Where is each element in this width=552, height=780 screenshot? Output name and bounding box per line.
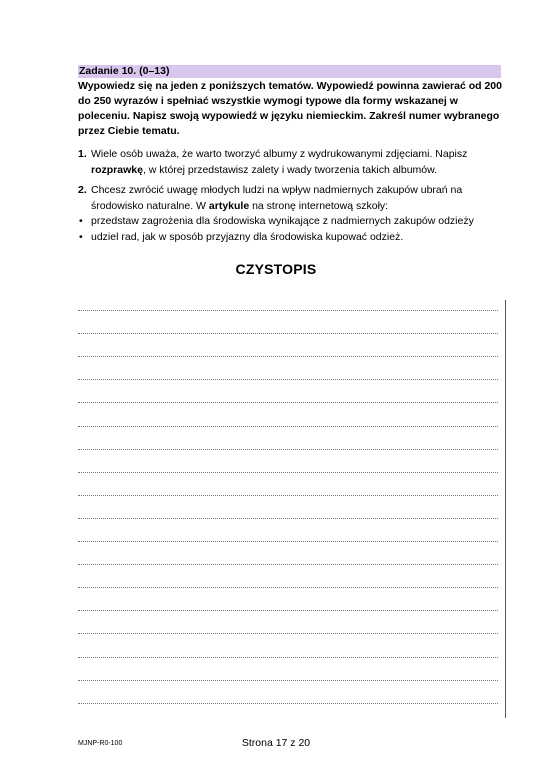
writing-line[interactable] <box>78 356 498 357</box>
writing-line[interactable] <box>78 541 498 542</box>
topic-2-number: 2. <box>78 184 87 196</box>
writing-line[interactable] <box>78 633 498 634</box>
task-instruction: Wypowiedz się na jeden z poniższych tematów. Wypowiedź powinna zawierać od 200 do 250 wyrazów i spełniać wszystkie wymogi typowe dla formy wskazanej w poleceniu. Napisz swoją wypowiedź w języku niemieckim. Zakreśl numer wybranego przez Ciebie tematu. <box>78 80 502 137</box>
topic-2-bullet-1: • przedstaw zagrożenia dla środowiska wynikające z nadmiernych zakupów odzieży <box>78 214 508 230</box>
topic-1 <box>78 147 508 178</box>
writing-line[interactable] <box>78 472 498 473</box>
writing-line[interactable] <box>78 402 498 403</box>
topic-1-form: rozprawkę <box>91 163 143 176</box>
topic-1-line1: Wiele osób uważa, że warto tworzyć albumy z wydrukowanymi zdjęciami. Napisz <box>91 148 468 160</box>
exam-code: MJNP-R0-100 <box>78 740 123 747</box>
topic-2-form: artykule <box>208 199 250 212</box>
topic-2-bullet-2: • udziel rad, jak w sposób przyjazny dla środowiska kupować odzież. <box>78 230 508 246</box>
writing-line[interactable] <box>78 426 498 427</box>
writing-line[interactable] <box>78 333 498 334</box>
writing-line[interactable] <box>78 495 498 496</box>
topic-2-bullets <box>78 214 508 245</box>
section-title: CZYSTOPIS <box>235 261 317 277</box>
writing-line[interactable] <box>78 518 498 519</box>
margin-line <box>505 300 506 718</box>
topic-1-line2 <box>78 163 508 179</box>
writing-line[interactable] <box>78 310 498 311</box>
page-number: Strona 17 z 20 <box>241 737 311 749</box>
writing-line[interactable] <box>78 703 498 704</box>
topic-2-line2b: na stronę internetową szkoły: <box>249 199 389 212</box>
writing-line[interactable] <box>78 587 498 588</box>
writing-line[interactable] <box>78 657 498 658</box>
task-header-text: Zadanie 10. (0–13) <box>79 65 170 77</box>
topic-2-line2 <box>78 199 508 215</box>
topic-1-number: 1. <box>78 148 87 160</box>
writing-line[interactable] <box>78 379 498 380</box>
writing-line[interactable] <box>78 449 498 450</box>
topic-2-line1: Chcesz zwrócić uwagę młodych ludzi na wpływ nadmiernych zakupów ubrań na <box>91 184 463 196</box>
writing-line[interactable] <box>78 680 498 681</box>
topic-1-line2-text: , w której przedstawisz zalety i wady tworzenia takich albumów. <box>142 163 438 176</box>
writing-line[interactable] <box>78 610 498 611</box>
topic-2 <box>78 183 508 245</box>
topic-2-line2a: środowisko naturalne. W <box>91 199 209 212</box>
task-header <box>78 65 501 78</box>
writing-line[interactable] <box>78 564 498 565</box>
